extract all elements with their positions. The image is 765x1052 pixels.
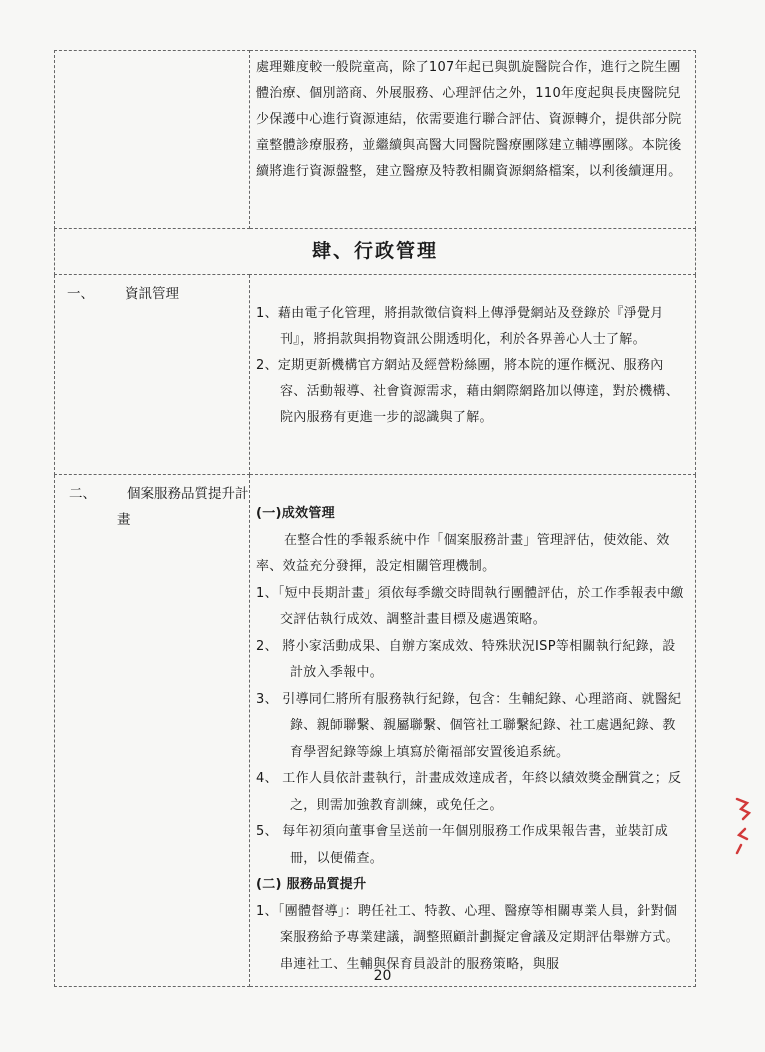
item1-point: 2、定期更新機構官方網站及經營粉絲團，將本院的運作概況、服務內容、活動報導、社會資源需求，藉由網際網路加以傳達，對於機構、院內服務有更進一步的認識與了解。 xyxy=(256,358,680,425)
item1-number: 一、 xyxy=(67,286,94,302)
continued-text-cell xyxy=(250,51,696,229)
item2-content-cell xyxy=(250,475,696,987)
item1-label-cell xyxy=(55,275,250,475)
table-row-info-management xyxy=(55,275,696,475)
sub1-point: 2、 將小家活動成果、自辦方案成效、特殊狀況ISP等相關執行紀錄，設計放入季報中。 xyxy=(256,638,676,680)
item2-number: 二、 xyxy=(69,486,96,502)
item1-label: 資訊管理 xyxy=(125,286,179,302)
sub2-title: (二) 服務品質提升 xyxy=(256,877,367,892)
page-number: 20 xyxy=(373,968,392,984)
sub1-point: 5、 每年初須向董事會呈送前一年個別服務工作成果報告書，並裝訂成冊，以便備查。 xyxy=(256,824,669,866)
sub2-point: 1、「團體督導」：聘任社工、特教、心理、醫療等相關專業人員，針對個案服務給予專業建議，調整照顧計劃擬定會議及定期評估舉辦方式。串連社工、生輔與保育員設計的服務策略，與服 xyxy=(256,903,680,972)
red-stamp-mark xyxy=(733,795,753,855)
item2-label-line2: 畫 xyxy=(117,512,131,528)
sub1-point: 4、 工作人員依計畫執行，計畫成效達成者，年終以績效獎金酬賞之；反之，則需加強教育訓練，或免任之。 xyxy=(256,771,682,813)
section-title: 肆、行政管理 xyxy=(311,240,438,262)
table-row-continued xyxy=(55,51,696,229)
item1-point: 1、藉由電子化管理，將捐款徵信資料上傳淨覺網站及登錄於『淨覺月刊』，將捐款與捐物資訊公開透明化，利於各界善心人士了解。 xyxy=(256,306,664,347)
sub1-point: 1、「短中長期計畫」須依每季繳交時間執行團體評估，於工作季報表中繳交評估執行成效、調整計畫目標及處遇策略。 xyxy=(256,585,684,627)
content-table xyxy=(54,50,696,987)
sub1-title: (一)成效管理 xyxy=(256,506,335,521)
item1-content-cell xyxy=(250,275,696,475)
section-title-row xyxy=(55,229,696,275)
table-row-case-service xyxy=(55,475,696,987)
stamp-stroke xyxy=(737,799,749,853)
continued-paragraph: 處理難度較一般院童高，除了107年起已與凱旋醫院合作，進行之院生團體治療、個別諮商、外展服務、心理評估之外，110年度起與長庚醫院兒少保護中心進行資源連結，依需要進行聯合評估、資源轉介，提供部分院童整體診療服務，並繼續與高醫大同醫院醫療團隊建立輔導團隊。本院後續將進行資源盤整，建立醫療及特教相關資源網絡檔案，以利後續運用。 xyxy=(256,60,682,179)
item2-label-line1: 個案服務品質提升計 xyxy=(127,486,249,502)
sub1-intro: 在整合性的季報系統中作「個案服務計畫」管理評估，使效能、效率、效益充分發揮，設定相關管理機制。 xyxy=(256,532,670,574)
sub1-point: 3、 引導同仁將所有服務執行紀錄，包含：生輔紀錄、心理諮商、就醫紀錄、親師聯繫、親屬聯繫、個管社工聯繫紀錄、社工處遇紀錄、教育學習紀錄等線上填寫於衛福部安置後追系統。 xyxy=(256,691,682,760)
section-title-cell xyxy=(55,229,696,275)
empty-label-cell xyxy=(55,51,250,229)
item2-label-cell xyxy=(55,475,250,987)
